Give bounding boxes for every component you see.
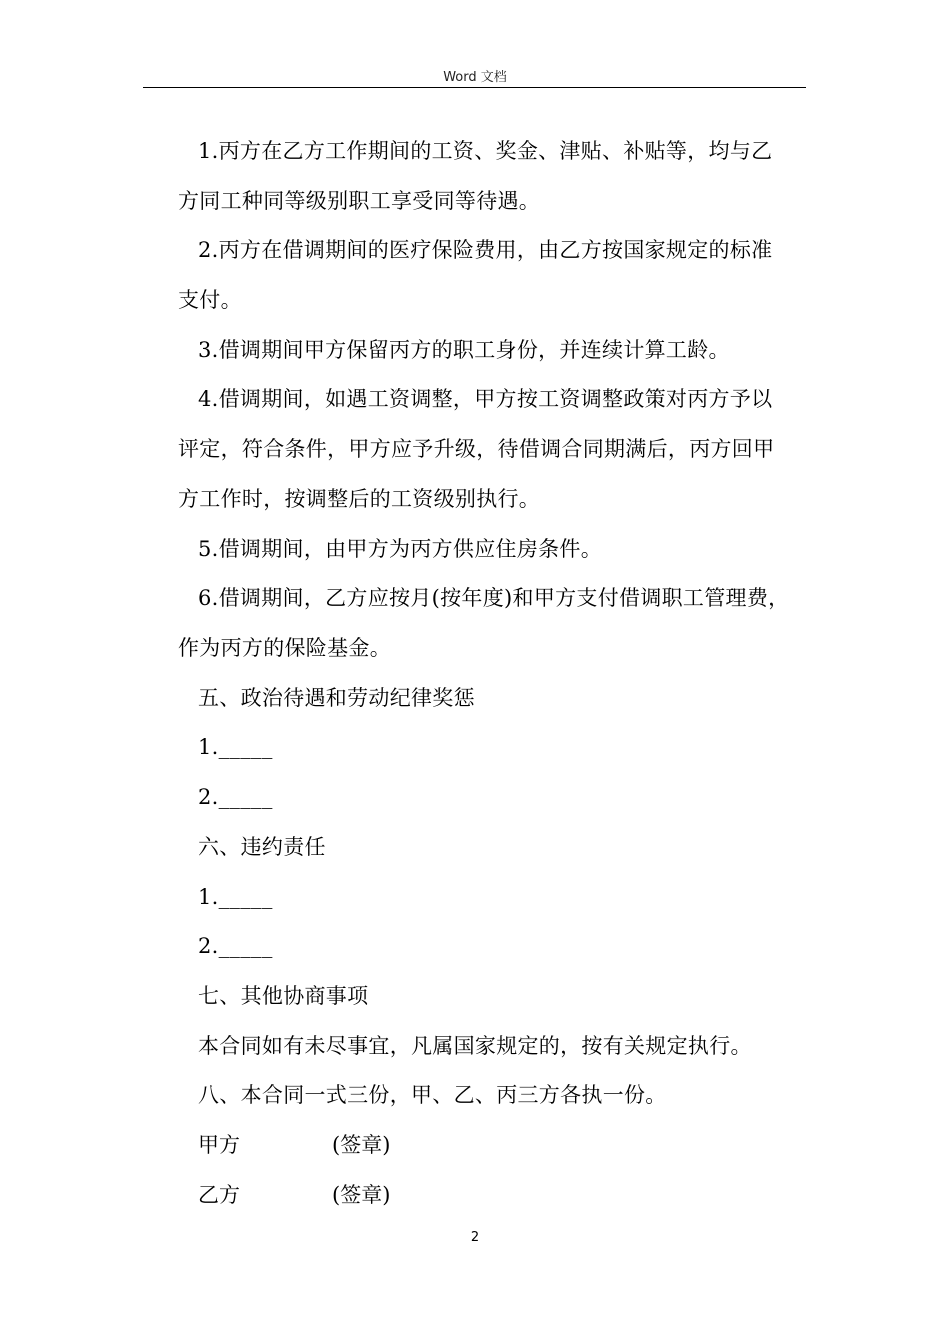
section-heading: 五、政治待遇和劳动纪律奖惩 <box>198 686 475 710</box>
section-heading: 六、违约责任 <box>198 835 326 859</box>
paragraph-line: 方工作时，按调整后的工资级别执行。 <box>178 487 541 511</box>
page-number: 2 <box>470 1230 480 1245</box>
paragraph-line: 2.丙方在借调期间的医疗保险费用，由乙方按国家规定的标准 <box>198 238 773 262</box>
paragraph-line: 5.借调期间，由甲方为丙方供应住房条件。 <box>198 537 603 561</box>
section-heading: 七、其他协商事项 <box>198 984 369 1008</box>
paragraph-line: 3.借调期间甲方保留丙方的职工身份，并连续计算工龄。 <box>198 338 730 362</box>
signature-party-b: 乙方 <box>198 1183 240 1207</box>
signature-seal-b: (签章) <box>332 1183 391 1207</box>
paragraph-line: 1.丙方在乙方工作期间的工资、奖金、津贴、补贴等，均与乙 <box>198 139 773 163</box>
blank-item: 1._____ <box>198 885 273 909</box>
blank-item: 1._____ <box>198 735 273 759</box>
signature-party-a: 甲方 <box>198 1133 240 1157</box>
section-heading: 八、本合同一式三份，甲、乙、丙三方各执一份。 <box>198 1083 667 1107</box>
signature-seal-a: (签章) <box>332 1133 391 1157</box>
paragraph-line: 支付。 <box>178 288 242 312</box>
paragraph-line: 4.借调期间，如遇工资调整，甲方按工资调整政策对丙方予以 <box>198 387 773 411</box>
header-rule <box>143 87 806 88</box>
paragraph-line: 评定，符合条件，甲方应予升级，待借调合同期满后，丙方回甲 <box>178 437 775 461</box>
paragraph-line: 本合同如有未尽事宜，凡属国家规定的，按有关规定执行。 <box>198 1034 752 1058</box>
page-header: Word 文档 <box>443 70 507 85</box>
blank-item: 2._____ <box>198 785 273 809</box>
paragraph-line: 方同工种同等级别职工享受同等待遇。 <box>178 189 541 213</box>
paragraph-line: 6.借调期间，乙方应按月(按年度)和甲方支付借调职工管理费， <box>198 586 790 610</box>
paragraph-line: 作为丙方的保险基金。 <box>178 636 391 660</box>
blank-item: 2._____ <box>198 934 273 958</box>
